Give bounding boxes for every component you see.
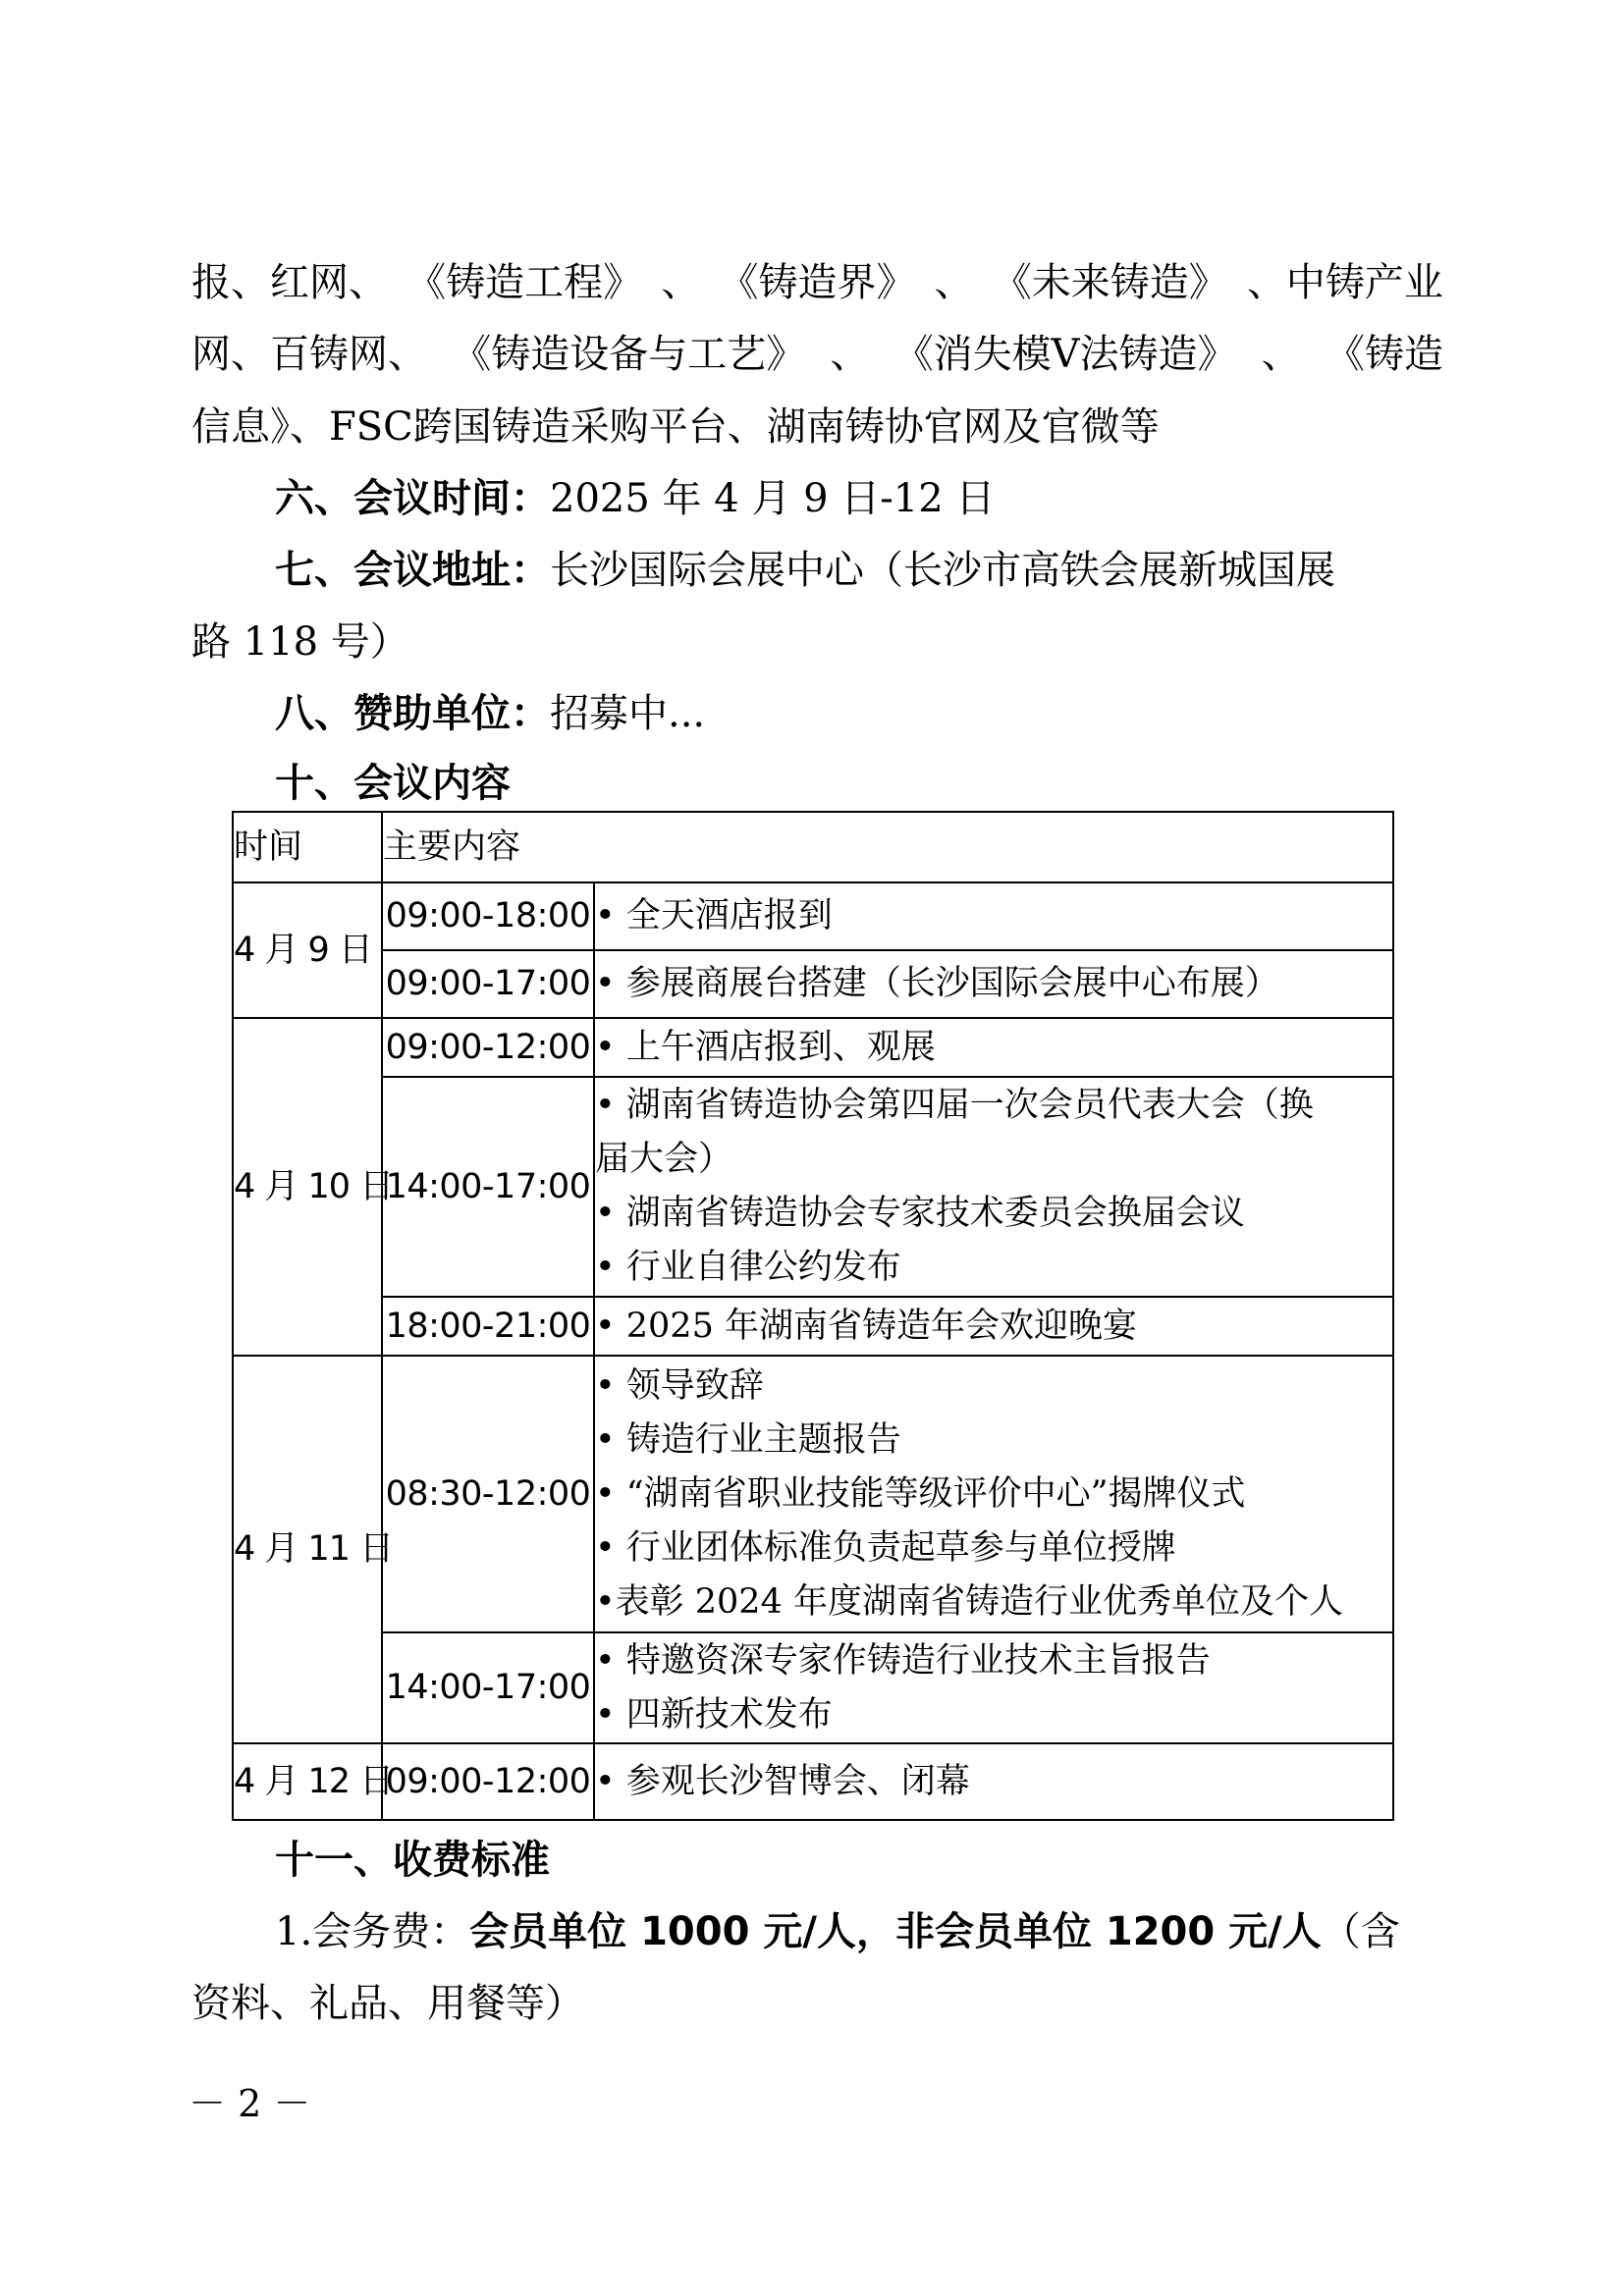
intro-fragment: 《未来铸造》 — [992, 260, 1228, 305]
intro-fragment: 、 — [661, 260, 701, 305]
table-row — [233, 1297, 1393, 1356]
date-cell: 4 月 10 日 — [233, 1018, 382, 1356]
intro-fragment: 、 — [1261, 332, 1301, 377]
list-item: • 行业团体标准负责起草参与单位授牌 — [595, 1527, 1176, 1568]
table-row — [233, 1077, 1393, 1297]
time-cell: 09:00-17:00 — [382, 950, 594, 1018]
table-row — [233, 950, 1393, 1018]
intro-fragment: 《铸造工程》 — [406, 260, 643, 305]
section-content-heading: 十、会议内容 — [275, 761, 511, 806]
date-cell: 4 月 12 日 — [233, 1743, 382, 1820]
schedule-table — [232, 811, 1394, 1821]
list-item: • 领导致辞 — [595, 1365, 764, 1406]
intro-line-2 — [191, 330, 1443, 379]
fee-suffix: （含 — [1321, 1909, 1400, 1954]
header-content: 主要内容 — [382, 812, 1393, 882]
intro-line-1 — [191, 258, 1443, 307]
intro-fragment: 《铸造 — [1325, 332, 1443, 377]
fee-prefix: 1.会务费： — [275, 1909, 470, 1954]
section-heading: 六、会议时间： — [275, 476, 550, 521]
table-row — [233, 1018, 1393, 1077]
list-item: • 全天酒店报到 — [595, 896, 833, 935]
section-sponsor — [275, 689, 705, 738]
time-cell: 14:00-17:00 — [382, 1632, 594, 1743]
intro-fragment: 报、红网、 — [191, 260, 388, 305]
time-cell: 09:00-12:00 — [382, 1743, 594, 1820]
table-row — [233, 1356, 1393, 1632]
section-heading: 八、赞助单位： — [275, 691, 550, 736]
time-cell: 09:00-12:00 — [382, 1018, 594, 1077]
date-cell: 4 月 9 日 — [233, 882, 382, 1018]
content-cell — [594, 882, 1393, 950]
date-cell: 4 月 11 日 — [233, 1356, 382, 1743]
fee-line-2: 资料、礼品、用餐等） — [191, 1981, 584, 2026]
time-cell: 14:00-17:00 — [382, 1077, 594, 1297]
content-cell — [594, 950, 1393, 1018]
fee-line-1 — [275, 1907, 1400, 1956]
list-item: • “湖南省职业技能等级评价中心”揭牌仪式 — [595, 1473, 1246, 1514]
section-address — [275, 546, 1335, 595]
intro-fragment: 《消失模V法铸造》 — [893, 332, 1237, 377]
list-item: 届大会） — [595, 1140, 733, 1179]
section-address-cont: 路 118 号） — [191, 619, 409, 665]
time-cell: 09:00-18:00 — [382, 882, 594, 950]
list-item: • 湖南省铸造协会第四届一次会员代表大会（换 — [595, 1086, 1314, 1125]
content-cell — [594, 1077, 1393, 1297]
table-row — [233, 882, 1393, 950]
content-cell — [594, 1632, 1393, 1743]
table-row — [233, 1743, 1393, 1820]
time-cell: 08:30-12:00 — [382, 1356, 594, 1632]
intro-line-3: 信息》、FSC跨国铸造采购平台、湖南铸协官网及官微等 — [191, 404, 1160, 450]
section-time — [275, 474, 995, 523]
intro-fragment: 《铸造设备与工艺》 — [452, 332, 806, 377]
list-item: • 特邀资深专家作铸造行业技术主旨报告 — [595, 1640, 1211, 1681]
content-cell — [594, 1297, 1393, 1356]
fee-amount: 会员单位 1000 元/人，非会员单位 1200 元/人 — [469, 1909, 1322, 1954]
intro-fragment: 网、百铸网、 — [191, 332, 427, 377]
section-text: 2025 年 4 月 9 日-12 日 — [550, 476, 996, 521]
intro-fragment: 、 — [830, 332, 870, 377]
intro-fragment: 、 — [934, 260, 974, 305]
list-item: • 2025 年湖南省铸造年会欢迎晚宴 — [595, 1306, 1137, 1346]
list-item: • 铸造行业主题报告 — [595, 1419, 901, 1460]
list-item: • 上午酒店报到、观展 — [595, 1027, 936, 1067]
list-item: • 参观长沙智博会、闭幕 — [595, 1761, 970, 1801]
list-item: • 行业自律公约发布 — [595, 1248, 901, 1287]
table-row — [233, 1632, 1393, 1743]
time-cell: 18:00-21:00 — [382, 1297, 594, 1356]
list-item: • 参展商展台搭建（长沙国际会展中心布展） — [595, 964, 1279, 1003]
section-text: 招募中... — [550, 691, 706, 736]
list-item: •表彰 2024 年度湖南省铸造行业优秀单位及个人 — [595, 1581, 1343, 1622]
header-time: 时间 — [233, 812, 382, 882]
content-cell — [594, 1743, 1393, 1820]
page-number: － 2 － — [189, 2082, 311, 2125]
list-item: • 四新技术发布 — [595, 1694, 833, 1735]
section-heading: 七、会议地址： — [275, 548, 550, 593]
section-fee-heading: 十一、收费标准 — [275, 1838, 550, 1883]
content-cell — [594, 1018, 1393, 1077]
list-item: • 湖南省铸造协会专家技术委员会换届会议 — [595, 1194, 1245, 1233]
content-cell — [594, 1356, 1393, 1632]
intro-fragment: 、中铸产业 — [1246, 260, 1443, 305]
table-header-row — [233, 812, 1393, 882]
intro-fragment: 《铸造界》 — [719, 260, 916, 305]
section-text: 长沙国际会展中心（长沙市高铁会展新城国展 — [550, 548, 1335, 593]
